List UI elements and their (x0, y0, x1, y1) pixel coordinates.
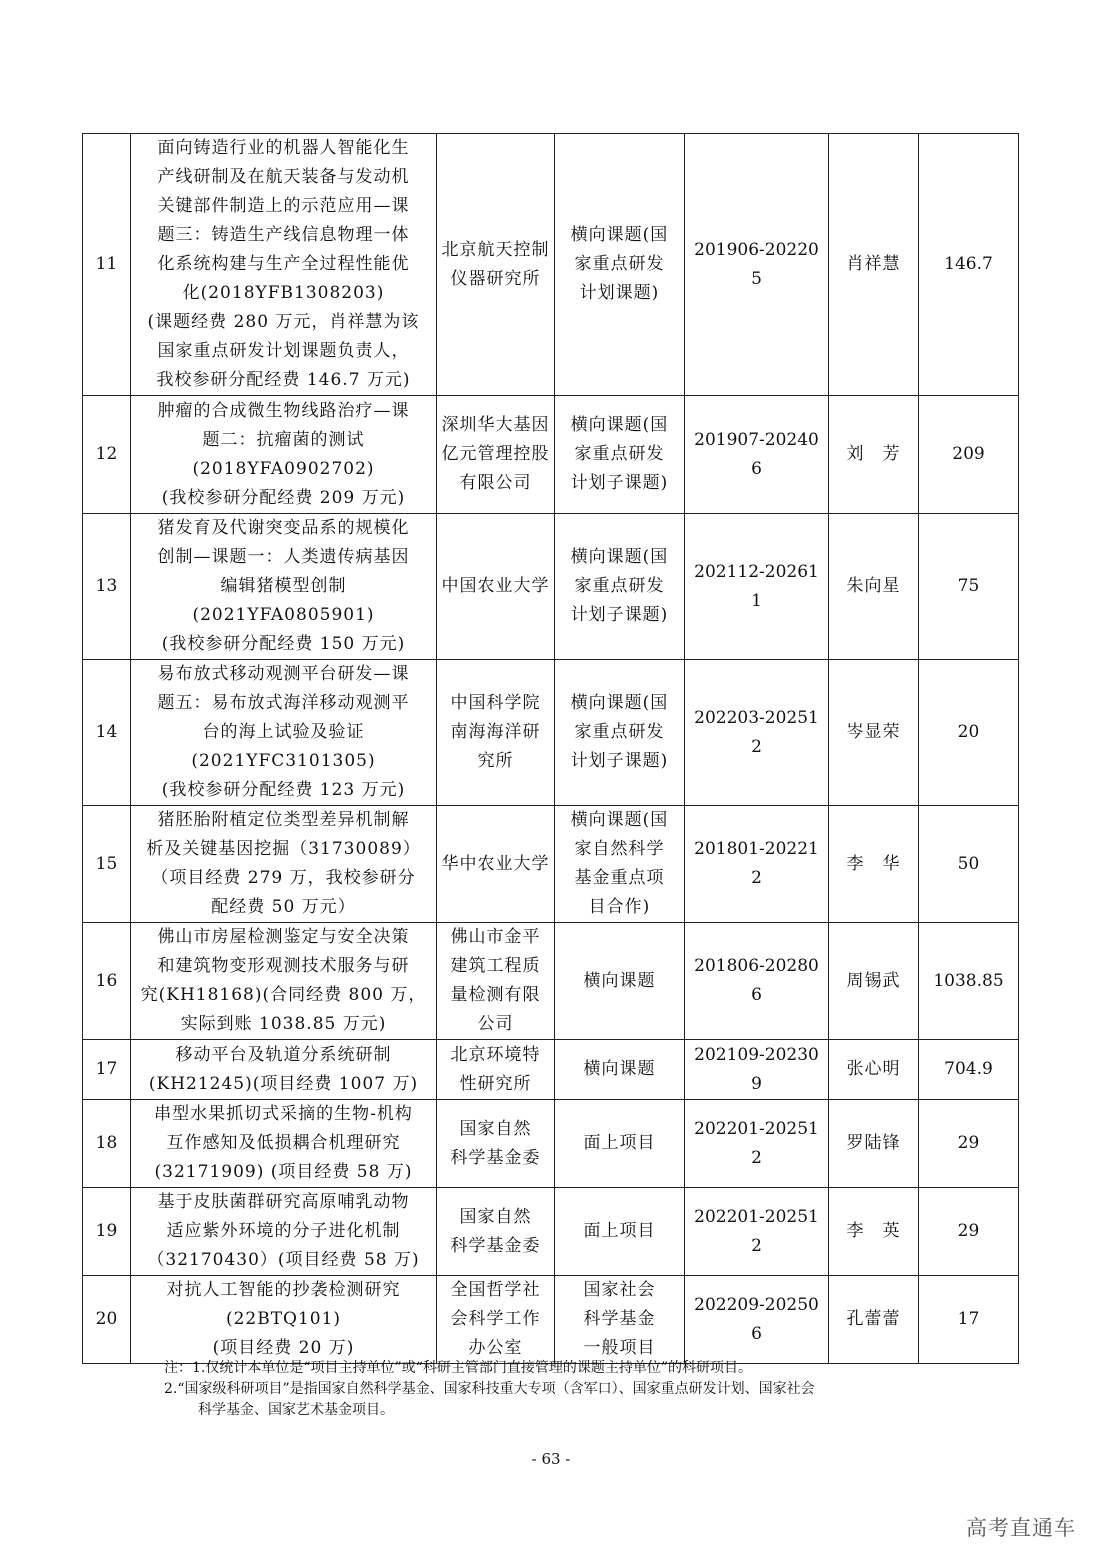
principal: 张心明 (829, 1040, 919, 1100)
project-type (555, 806, 685, 923)
name-line: (2021YFA0805901) (192, 605, 375, 625)
table-row (83, 806, 1019, 923)
project-name (131, 1188, 437, 1276)
row-number: 15 (83, 806, 131, 923)
funding-amount: 50 (919, 806, 1019, 923)
name-line: 台的海上试验及验证 (202, 722, 365, 742)
type-line: 横向课题(国 (570, 810, 669, 830)
table-row (83, 1276, 1019, 1364)
project-period: 201907-202406 (685, 396, 829, 514)
unit-line: 量检测有限 (450, 985, 541, 1005)
project-period: 201801-202212 (685, 806, 829, 923)
name-line: 题五：易布放式海洋移动观测平 (157, 693, 410, 713)
unit-line: 国家自然 (459, 1118, 532, 1139)
type-line: 横向课题(国 (570, 415, 669, 435)
project-table (82, 133, 1019, 1364)
project-type (555, 134, 685, 396)
name-line: 互作感知及低损耦合机理研究 (166, 1133, 401, 1153)
unit-line: 佛山市金平 (450, 927, 541, 947)
row-number: 20 (83, 1276, 131, 1364)
name-line: 面向铸造行业的机器人智能化生 (157, 138, 410, 158)
name-line: 究(KH18168)(合同经费 800 万， (140, 985, 427, 1005)
name-line: 和建筑物变形观测技术服务与研 (157, 956, 410, 976)
unit-line: 建筑工程质 (450, 956, 541, 976)
principal: 罗陆锋 (829, 1100, 919, 1188)
unit-line: 华中农业大学 (441, 853, 550, 874)
note-line: 2.“国家级科研项目”是指国家自然科学基金、国家科技重大专项（含军口）、国家重点研发计划、国家社会 (164, 1381, 815, 1397)
table-row (83, 1188, 1019, 1276)
name-line: (课题经费 280 万元，肖祥慧为该 (147, 312, 420, 332)
name-line: (22BTQ101) (225, 1309, 342, 1329)
type-line: 家重点研发 (574, 254, 665, 274)
funding-amount: 1038.85 (919, 923, 1019, 1040)
project-type (555, 1040, 685, 1100)
table-row (83, 396, 1019, 514)
type-line: 计划子课题) (570, 473, 669, 493)
row-number: 12 (83, 396, 131, 514)
principal: 周锡武 (829, 923, 919, 1040)
type-line: 计划子课题) (570, 605, 669, 625)
project-name (131, 1100, 437, 1188)
unit-line: 深圳华大基因 (441, 415, 550, 435)
principal: 岑显荣 (829, 660, 919, 806)
name-line: 编辑猪模型创制 (220, 576, 347, 596)
name-line: 猪胚胎附植定位类型差异机制解 (157, 810, 410, 830)
type-line: 横向课题(国 (570, 547, 669, 567)
project-name (131, 134, 437, 396)
unit-line: 中国农业大学 (441, 576, 550, 596)
project-period: 201806-202806 (685, 923, 829, 1040)
principal: 李 华 (829, 806, 919, 923)
name-line: (32171909) (项目经费 58 万) (154, 1162, 413, 1182)
table-row (83, 1040, 1019, 1100)
funding-amount: 20 (919, 660, 1019, 806)
table-row (83, 923, 1019, 1040)
name-line: (项目经费 20 万) (212, 1338, 355, 1358)
name-line: 实际到账 1038.85 万元) (180, 1014, 387, 1034)
name-line: 国家重点研发计划课题负责人， (157, 341, 410, 361)
host-unit (437, 396, 555, 514)
name-line: 佛山市房屋检测鉴定与安全决策 (157, 927, 410, 947)
name-line: 题二：抗瘤菌的测试 (202, 429, 365, 450)
unit-line: 会科学工作 (450, 1309, 541, 1329)
table-row (83, 134, 1019, 396)
name-line: （项目经费 279 万，我校参研分 (151, 868, 416, 888)
principal: 孔蕾蕾 (829, 1276, 919, 1364)
type-line: 横向课题(国 (570, 225, 669, 245)
type-line: 横向课题(国 (570, 693, 669, 713)
type-line: 横向课题 (583, 1059, 656, 1079)
project-name (131, 1040, 437, 1100)
type-line: 面上项目 (583, 1221, 656, 1241)
unit-line: 究所 (477, 751, 514, 771)
name-line: (我校参研分配经费 209 万元) (161, 487, 406, 508)
unit-line: 科学基金委 (450, 1235, 541, 1256)
host-unit (437, 134, 555, 396)
table-row (83, 1100, 1019, 1188)
funding-amount: 29 (919, 1188, 1019, 1276)
type-line: 家自然科学 (574, 839, 665, 859)
unit-line: 公司 (477, 1014, 514, 1034)
unit-line: 中国科学院 (450, 693, 541, 713)
host-unit (437, 660, 555, 806)
name-line: 易布放式移动观测平台研发—课 (157, 664, 410, 684)
project-period: 202201-202512 (685, 1100, 829, 1188)
row-number: 17 (83, 1040, 131, 1100)
host-unit (437, 1040, 555, 1100)
row-number: 13 (83, 514, 131, 660)
row-number: 19 (83, 1188, 131, 1276)
host-unit (437, 1276, 555, 1364)
name-line: 我校参研分配经费 146.7 万元) (156, 370, 411, 390)
unit-line: 有限公司 (459, 473, 532, 493)
principal: 刘 芳 (829, 396, 919, 514)
row-number: 16 (83, 923, 131, 1040)
project-period: 201906-202205 (685, 134, 829, 396)
table-row (83, 514, 1019, 660)
name-line: 析及关键基因挖掘（31730089） (146, 839, 421, 859)
name-line: (KH21245)(项目经费 1007 万) (148, 1073, 419, 1094)
name-line: 产线研制及在航天装备与发动机 (157, 167, 410, 187)
principal: 朱向星 (829, 514, 919, 660)
host-unit (437, 1188, 555, 1276)
name-line: 适应紫外环境的分子进化机制 (166, 1221, 401, 1241)
unit-line: 仪器研究所 (450, 268, 541, 289)
project-type (555, 1100, 685, 1188)
table-row (83, 660, 1019, 806)
project-type (555, 923, 685, 1040)
name-line: 关键部件制造上的示范应用—课 (157, 196, 410, 216)
project-period: 202109-202309 (685, 1040, 829, 1100)
host-unit (437, 514, 555, 660)
name-line: 题三：铸造生产线信息物理一体 (157, 225, 410, 245)
name-line: (2018YFA0902702) (192, 458, 375, 479)
row-number: 11 (83, 134, 131, 396)
project-name (131, 514, 437, 660)
project-type (555, 514, 685, 660)
name-line: 基于皮肤菌群研究高原哺乳动物 (157, 1192, 410, 1212)
project-name (131, 1276, 437, 1364)
project-type (555, 660, 685, 806)
name-line: 猪发育及代谢突变品系的规模化 (157, 518, 410, 538)
unit-line: 北京航天控制 (441, 239, 550, 260)
row-number: 18 (83, 1100, 131, 1188)
project-name (131, 660, 437, 806)
type-line: 计划子课题) (570, 751, 669, 771)
project-period: 202201-202512 (685, 1188, 829, 1276)
name-line: 肿瘤的合成微生物线路治疗—课 (157, 400, 410, 421)
page-number: - 63 - (531, 1450, 571, 1468)
name-line: 化(2018YFB1308203) (182, 283, 385, 303)
type-line: 家重点研发 (574, 444, 665, 464)
name-line: (2021YFC3101305) (191, 751, 376, 771)
type-line: 家重点研发 (574, 722, 665, 742)
type-line: 国家社会 (583, 1280, 656, 1300)
type-line: 计划课题) (579, 283, 660, 303)
type-line: 一般项目 (583, 1338, 656, 1358)
row-number: 14 (83, 660, 131, 806)
unit-line: 性研究所 (459, 1073, 532, 1094)
host-unit (437, 1100, 555, 1188)
unit-line: 办公室 (468, 1338, 523, 1358)
watermark: 高考直通车 (966, 1516, 1076, 1540)
type-line: 家重点研发 (574, 576, 665, 596)
host-unit (437, 923, 555, 1040)
name-line: （32170430）(项目经费 58 万) (147, 1250, 420, 1270)
funding-amount: 17 (919, 1276, 1019, 1364)
type-line: 横向课题 (583, 970, 656, 991)
principal: 李 英 (829, 1188, 919, 1276)
type-line: 科学基金 (583, 1309, 656, 1329)
table-notes (164, 1358, 994, 1421)
name-line: 移动平台及轨道分系统研制 (175, 1044, 392, 1065)
name-line: (我校参研分配经费 150 万元) (161, 634, 406, 654)
funding-amount: 704.9 (919, 1040, 1019, 1100)
name-line: 串型水果抓切式采摘的生物-机构 (154, 1104, 413, 1124)
unit-line: 南海海洋研 (450, 722, 541, 742)
name-line: 配经费 50 万元） (211, 897, 356, 917)
name-line: 化系统构建与生产全过程性能优 (157, 254, 410, 274)
project-period: 202112-202611 (685, 514, 829, 660)
funding-amount: 29 (919, 1100, 1019, 1188)
unit-line: 科学基金委 (450, 1147, 541, 1168)
project-period: 202209-202506 (685, 1276, 829, 1364)
type-line: 面上项目 (583, 1133, 656, 1153)
name-line: 创制—课题一：人类遗传病基因 (157, 547, 410, 567)
name-line: 对抗人工智能的抄袭检测研究 (166, 1280, 401, 1300)
funding-amount: 75 (919, 514, 1019, 660)
project-name (131, 396, 437, 514)
project-type (555, 396, 685, 514)
principal: 肖祥慧 (829, 134, 919, 396)
unit-line: 亿元管理控股 (441, 444, 550, 464)
host-unit (437, 806, 555, 923)
type-line: 目合作) (588, 897, 651, 917)
funding-amount: 209 (919, 396, 1019, 514)
funding-amount: 146.7 (919, 134, 1019, 396)
name-line: (我校参研分配经费 123 万元) (161, 780, 406, 800)
unit-line: 全国哲学社 (450, 1280, 541, 1300)
unit-line: 国家自然 (459, 1206, 532, 1227)
note-line: 注：1.仅统计本单位是“项目主持单位”或“科研主管部门直接管理的课题主持单位”的科研项目。 (164, 1360, 752, 1376)
project-type (555, 1276, 685, 1364)
unit-line: 北京环境特 (450, 1044, 541, 1065)
note-line: 科学基金、国家艺术基金项目。 (198, 1402, 394, 1418)
project-type (555, 1188, 685, 1276)
type-line: 基金重点项 (574, 868, 665, 888)
project-name (131, 923, 437, 1040)
project-name (131, 806, 437, 923)
project-period: 202203-202512 (685, 660, 829, 806)
